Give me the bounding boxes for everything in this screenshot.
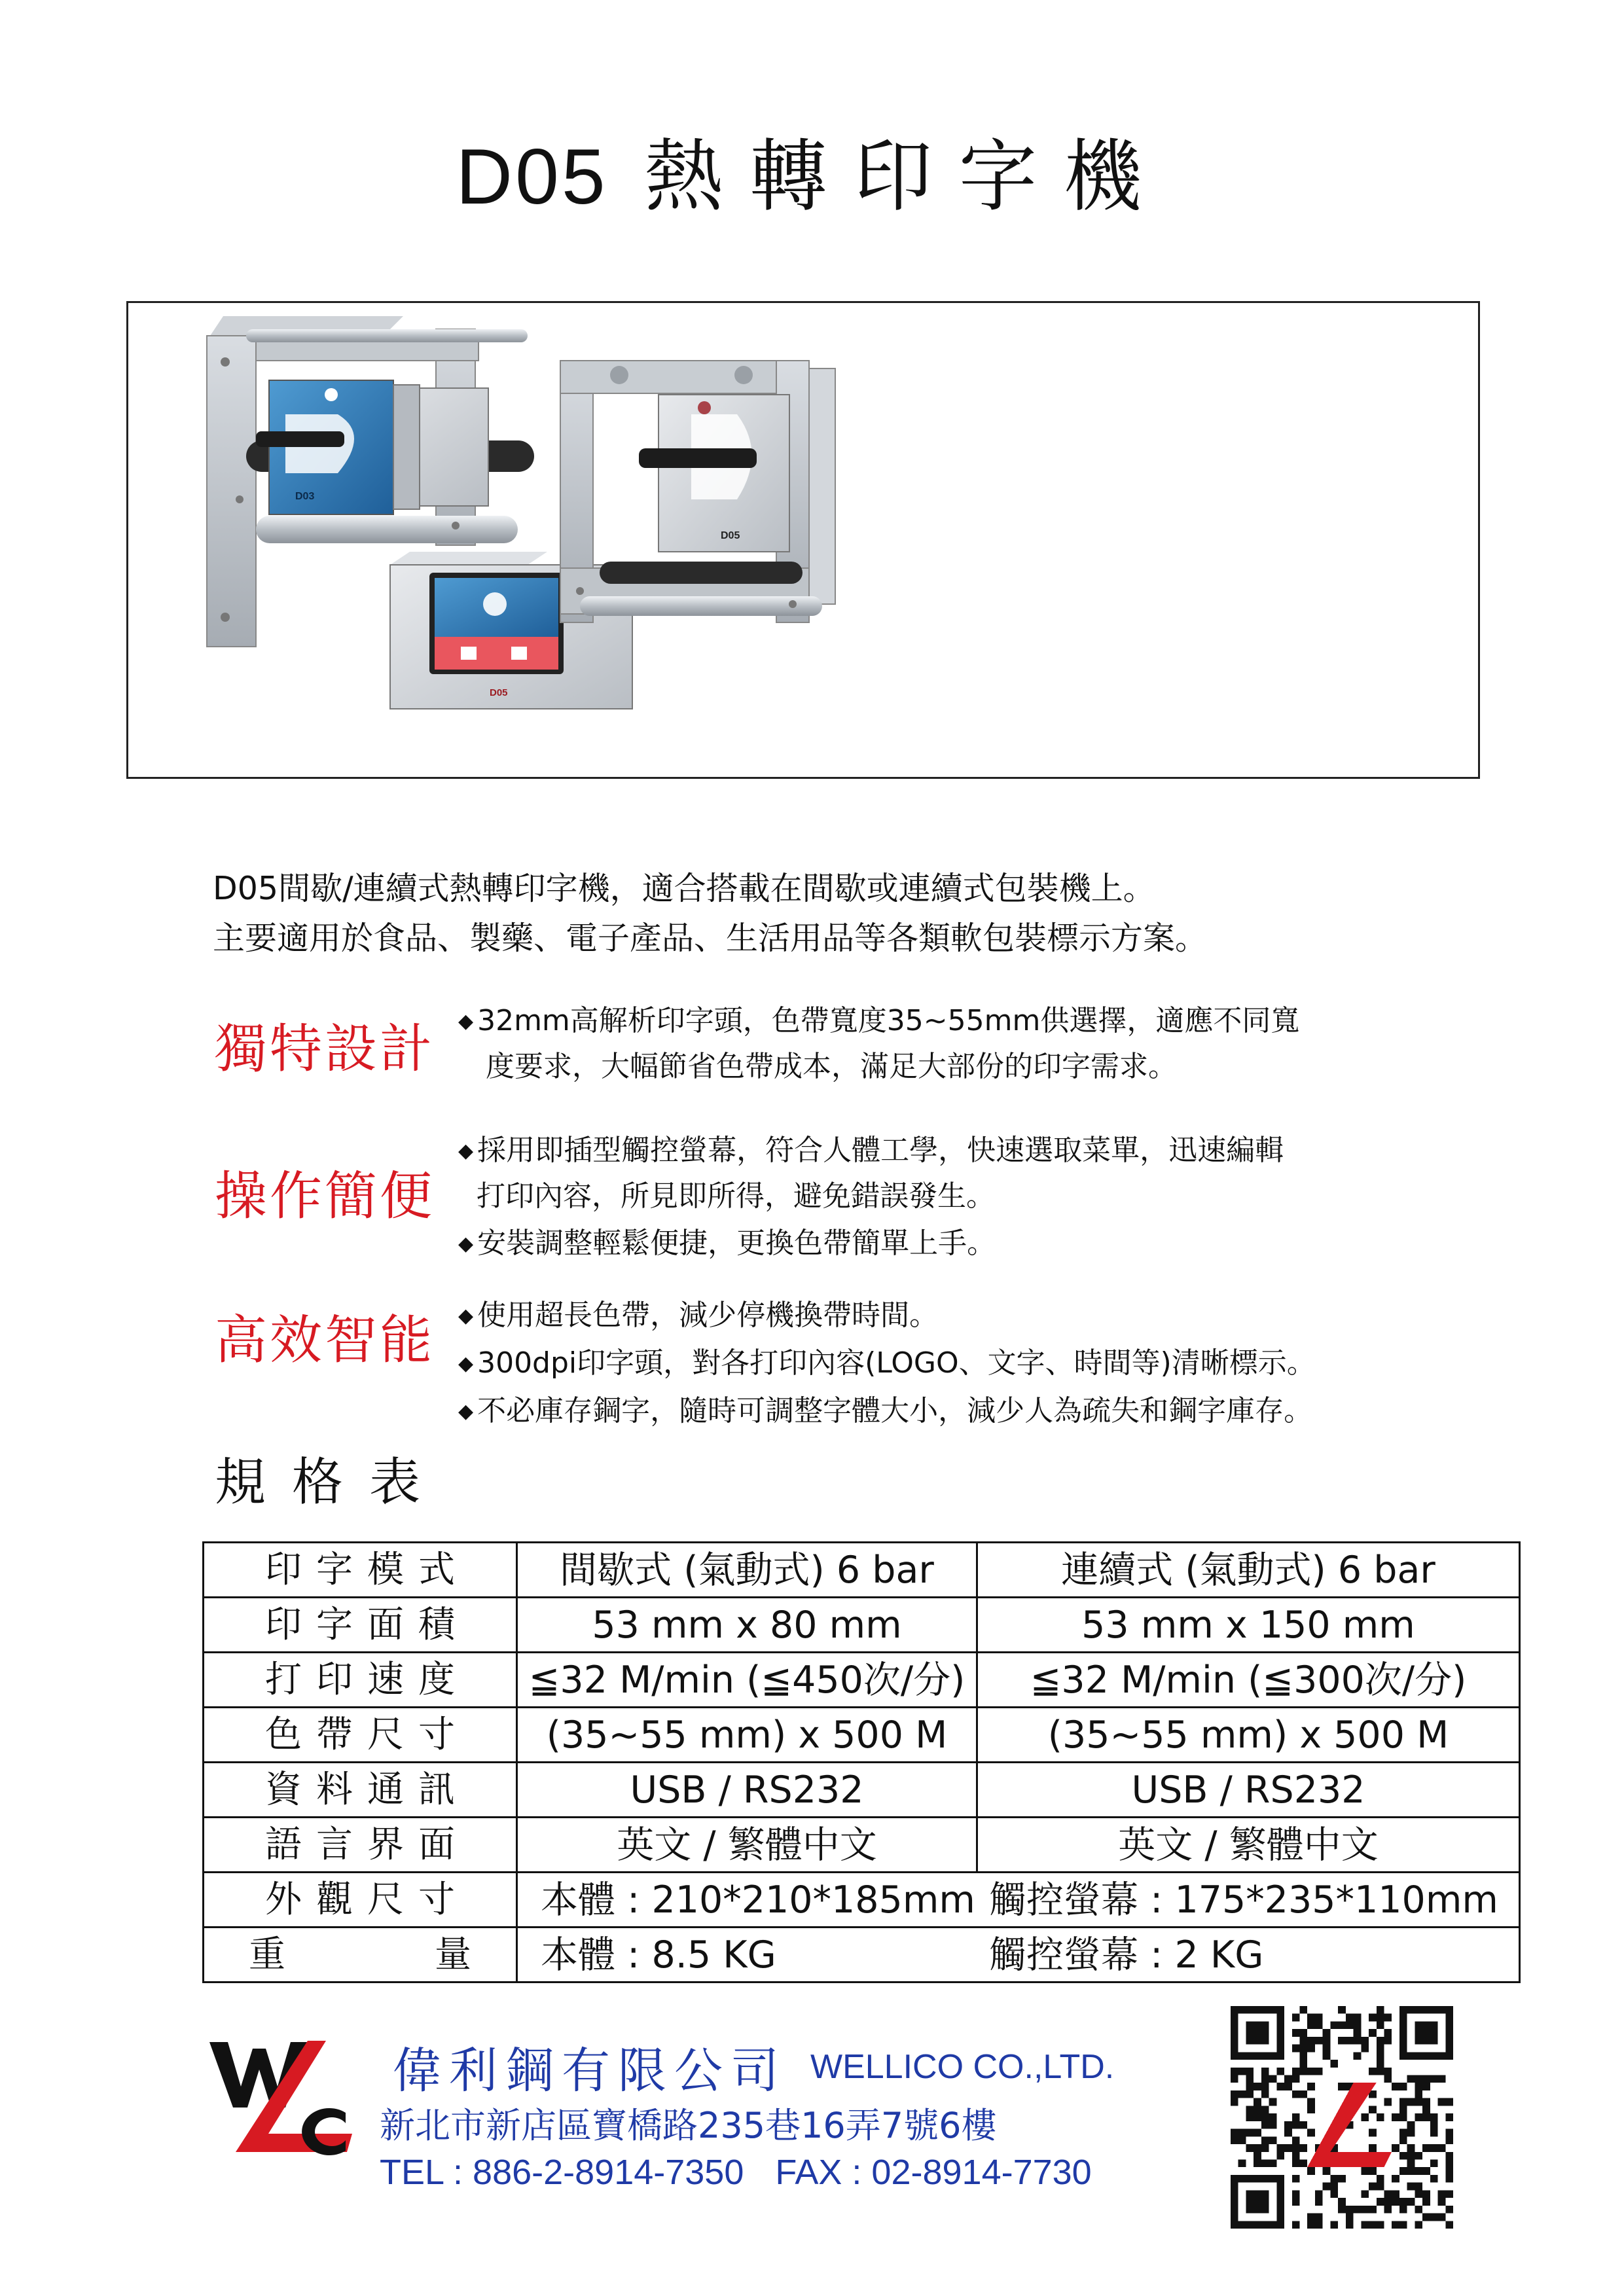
company-contact xyxy=(380,2152,1092,2193)
spec-heading: 規格表 xyxy=(215,1453,447,1512)
spec-label: 印字模式 xyxy=(204,1543,517,1598)
tel-number: TEL : 886-2-8914-7350 xyxy=(380,2153,744,2192)
table-row xyxy=(204,1653,1520,1708)
table-row xyxy=(204,1818,1520,1873)
feature-heading-efficient-smart: 高效智能 xyxy=(215,1310,435,1371)
spec-value: USB / RS232 xyxy=(517,1763,977,1818)
product-illustration xyxy=(128,303,1478,777)
spec-value: (35~55 mm) x 500 M xyxy=(977,1708,1520,1763)
intro-line: D05間歇/連續式熱轉印字機，適合搭載在間歇或連續式包裝機上。 xyxy=(213,870,1155,907)
table-row xyxy=(204,1543,1520,1598)
company-name-en: WELLICO CO.,LTD. xyxy=(810,2048,1115,2086)
product-photo xyxy=(126,301,1480,779)
spec-value: 53 mm x 80 mm xyxy=(517,1598,977,1653)
title-name: 熱轉印字機 xyxy=(644,132,1168,223)
spec-value: ≦32 M/min (≦450次/分) xyxy=(517,1653,977,1708)
intro-line: 主要適用於食品、製藥、電子產品、生活用品等各類軟包裝標示方案。 xyxy=(213,920,1208,957)
spec-value: 英文 / 繁體中文 xyxy=(517,1818,977,1873)
table-row xyxy=(204,1708,1520,1763)
feature-line: ◆ 安裝調整輕鬆便捷，更換色帶簡單上手。 xyxy=(458,1227,996,1260)
table-row xyxy=(204,1763,1520,1818)
feature-heading-unique-design: 獨特設計 xyxy=(215,1018,435,1079)
printer-left-label: D03 xyxy=(295,491,315,502)
spec-value: ≦32 M/min (≦300次/分) xyxy=(977,1653,1520,1708)
spec-table xyxy=(202,1541,1521,1983)
table-row xyxy=(204,1598,1520,1653)
spec-value: 間歇式 (氣動式) 6 bar xyxy=(517,1543,977,1598)
bullet-diamond-icon: ◆ xyxy=(458,1232,474,1255)
spec-value: USB / RS232 xyxy=(977,1763,1520,1818)
bullet-diamond-icon: ◆ xyxy=(458,1304,474,1327)
spec-value: (35~55 mm) x 500 M xyxy=(517,1708,977,1763)
printer-right-label: D05 xyxy=(721,530,740,541)
spec-label: 打印速度 xyxy=(204,1653,517,1708)
title-model: D05 xyxy=(456,133,608,221)
spec-value-merged xyxy=(517,1873,1520,1928)
printer-right xyxy=(560,361,835,622)
feature-line: ◆ 32mm高解析印字頭，色帶寬度35~55mm供選擇，適應不同寬 xyxy=(458,1004,1300,1037)
table-row xyxy=(204,1928,1520,1982)
company-name xyxy=(393,2032,1114,2102)
spec-label: 印字面積 xyxy=(204,1598,517,1653)
spec-value: 53 mm x 150 mm xyxy=(977,1598,1520,1653)
feature-line: ◆ 採用即插型觸控螢幕，符合人體工學，快速選取菜單，迅速編輯 xyxy=(458,1134,1284,1167)
feature-line: 打印內容，所見即所得，避免錯誤發生。 xyxy=(477,1179,995,1213)
fax-number: FAX : 02-8914-7730 xyxy=(775,2153,1092,2192)
qr-code-icon xyxy=(1231,2006,1453,2229)
bullet-diamond-icon: ◆ xyxy=(458,1400,474,1423)
spec-value-merged xyxy=(517,1928,1520,1982)
feature-line: ◆ 使用超長色帶，減少停機換帶時間。 xyxy=(458,1299,939,1332)
page-title xyxy=(0,128,1624,226)
table-row xyxy=(204,1873,1520,1928)
company-name-cn: 偉利鋼有限公司 xyxy=(393,2043,787,2099)
bullet-diamond-icon: ◆ xyxy=(458,1010,474,1033)
spec-value: 觸控螢幕 : 2 KG xyxy=(989,1933,1264,1977)
intro-text xyxy=(213,864,1207,963)
feature-line: ◆ 300dpi印字頭，對各打印內容(LOGO、文字、時間等)清晰標示。 xyxy=(458,1346,1316,1380)
spec-value: 本體 : 210*210*185mm xyxy=(541,1878,975,1922)
bullet-diamond-icon: ◆ xyxy=(458,1139,474,1162)
spec-value: 本體 : 8.5 KG xyxy=(541,1933,776,1977)
feature-line: ◆ 不必庫存鋼字，隨時可調整字體大小，減少人為疏失和鋼字庫存。 xyxy=(458,1394,1313,1427)
spec-label: 色帶尺寸 xyxy=(204,1708,517,1763)
company-address: 新北市新店區寶橋路235巷16弄7號6樓 xyxy=(380,2105,997,2146)
spec-label: 重量 xyxy=(204,1928,517,1982)
feature-line: 度要求，大幅節省色帶成本，滿足大部份的印字需求。 xyxy=(486,1050,1177,1083)
spec-value: 英文 / 繁體中文 xyxy=(977,1818,1520,1873)
bullet-diamond-icon: ◆ xyxy=(458,1352,474,1375)
spec-value: 連續式 (氣動式) 6 bar xyxy=(977,1543,1520,1598)
spec-label: 語言界面 xyxy=(204,1818,517,1873)
wlc-logo xyxy=(209,2036,360,2166)
controller-label: D05 xyxy=(490,687,508,698)
spec-label: 資料通訊 xyxy=(204,1763,517,1818)
spec-value: 觸控螢幕 : 175*235*110mm xyxy=(989,1878,1498,1922)
spec-label: 外觀尺寸 xyxy=(204,1873,517,1928)
feature-heading-easy-operation: 操作簡便 xyxy=(215,1166,435,1227)
